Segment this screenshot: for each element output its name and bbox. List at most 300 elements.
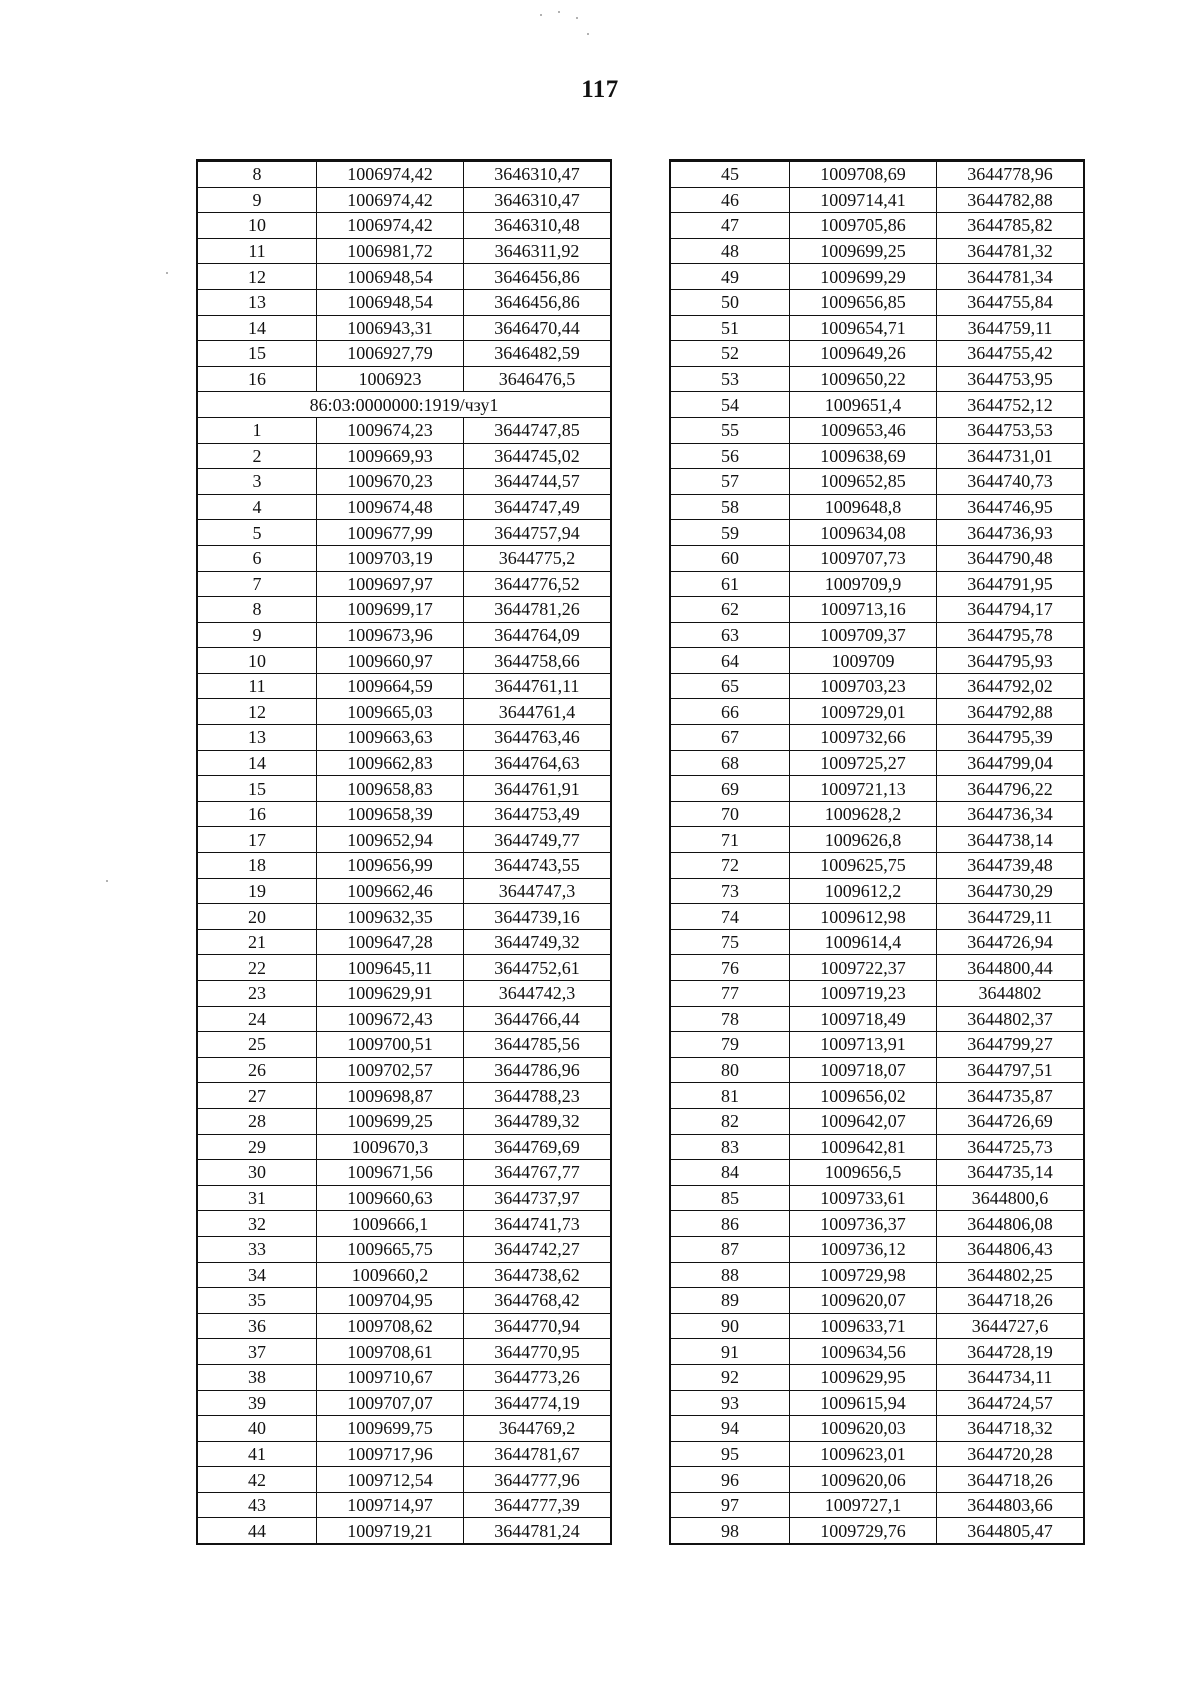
table-row xyxy=(671,520,1084,546)
y-coordinate-cell: 3644803,66 xyxy=(937,1492,1084,1518)
table-row xyxy=(198,238,611,264)
point-number-cell: 79 xyxy=(671,1032,790,1058)
point-number-cell: 37 xyxy=(198,1339,317,1365)
x-coordinate-cell: 1009708,69 xyxy=(790,161,937,187)
y-coordinate-cell: 3644769,2 xyxy=(464,1416,611,1442)
table-row xyxy=(198,1339,611,1365)
table-row xyxy=(671,1185,1084,1211)
table-row xyxy=(671,264,1084,290)
point-number-cell: 60 xyxy=(671,545,790,571)
x-coordinate-cell: 1009629,95 xyxy=(790,1364,937,1390)
y-coordinate-cell: 3644795,39 xyxy=(937,725,1084,751)
table-row xyxy=(198,1492,611,1518)
y-coordinate-cell: 3644740,73 xyxy=(937,469,1084,495)
x-coordinate-cell: 1009709,9 xyxy=(790,571,937,597)
table-row xyxy=(671,1390,1084,1416)
x-coordinate-cell: 1009719,21 xyxy=(317,1518,464,1544)
x-coordinate-cell: 1009736,12 xyxy=(790,1236,937,1262)
table-row xyxy=(198,161,611,187)
table-row xyxy=(671,392,1084,418)
y-coordinate-cell: 3644724,57 xyxy=(937,1390,1084,1416)
table-row xyxy=(198,853,611,879)
point-number-cell: 44 xyxy=(198,1518,317,1544)
y-coordinate-cell: 3644747,85 xyxy=(464,417,611,443)
table-row xyxy=(671,827,1084,853)
table-row xyxy=(198,187,611,213)
x-coordinate-cell: 1009714,97 xyxy=(317,1492,464,1518)
x-coordinate-cell: 1006981,72 xyxy=(317,238,464,264)
x-coordinate-cell: 1009709,37 xyxy=(790,622,937,648)
y-coordinate-cell: 3644735,87 xyxy=(937,1083,1084,1109)
x-coordinate-cell: 1009660,97 xyxy=(317,648,464,674)
table-row xyxy=(198,1416,611,1442)
table-row xyxy=(671,161,1084,187)
y-coordinate-cell: 3644778,96 xyxy=(937,161,1084,187)
table-row xyxy=(198,571,611,597)
x-coordinate-cell: 1009669,93 xyxy=(317,443,464,469)
table-row xyxy=(671,238,1084,264)
x-coordinate-cell: 1006927,79 xyxy=(317,341,464,367)
table-row xyxy=(671,597,1084,623)
x-coordinate-cell: 1009666,1 xyxy=(317,1211,464,1237)
x-coordinate-cell: 1009725,27 xyxy=(790,750,937,776)
point-number-cell: 11 xyxy=(198,238,317,264)
x-coordinate-cell: 1009664,59 xyxy=(317,673,464,699)
x-coordinate-cell: 1006974,42 xyxy=(317,161,464,187)
table-row xyxy=(671,1262,1084,1288)
x-coordinate-cell: 1009710,67 xyxy=(317,1364,464,1390)
x-coordinate-cell: 1009642,07 xyxy=(790,1108,937,1134)
y-coordinate-cell: 3644777,39 xyxy=(464,1492,611,1518)
table-row xyxy=(671,366,1084,392)
y-coordinate-cell: 3644738,14 xyxy=(937,827,1084,853)
x-coordinate-cell: 1009713,91 xyxy=(790,1032,937,1058)
page-number: 117 xyxy=(581,76,619,103)
point-number-cell: 46 xyxy=(671,187,790,213)
x-coordinate-cell: 1009703,23 xyxy=(790,673,937,699)
y-coordinate-cell: 3644753,95 xyxy=(937,366,1084,392)
point-number-cell: 73 xyxy=(671,878,790,904)
point-number-cell: 54 xyxy=(671,392,790,418)
x-coordinate-cell: 1009656,99 xyxy=(317,853,464,879)
y-coordinate-cell: 3644727,6 xyxy=(937,1313,1084,1339)
table-row xyxy=(671,1160,1084,1186)
x-coordinate-cell: 1009670,23 xyxy=(317,469,464,495)
y-coordinate-cell: 3644737,97 xyxy=(464,1185,611,1211)
x-coordinate-cell: 1009645,11 xyxy=(317,955,464,981)
y-coordinate-cell: 3644769,69 xyxy=(464,1134,611,1160)
point-number-cell: 93 xyxy=(671,1390,790,1416)
point-number-cell: 21 xyxy=(198,929,317,955)
table-row xyxy=(198,1160,611,1186)
point-number-cell: 43 xyxy=(198,1492,317,1518)
table-row xyxy=(198,494,611,520)
table-row xyxy=(198,1032,611,1058)
x-coordinate-cell: 1009656,85 xyxy=(790,289,937,315)
y-coordinate-cell: 3644742,27 xyxy=(464,1236,611,1262)
point-number-cell: 36 xyxy=(198,1313,317,1339)
y-coordinate-cell: 3646311,92 xyxy=(464,238,611,264)
x-coordinate-cell: 1006974,42 xyxy=(317,187,464,213)
table-row xyxy=(671,1339,1084,1365)
table-row xyxy=(671,981,1084,1007)
point-number-cell: 34 xyxy=(198,1262,317,1288)
y-coordinate-cell: 3644781,34 xyxy=(937,264,1084,290)
scan-speck xyxy=(576,17,578,19)
y-coordinate-cell: 3644796,22 xyxy=(937,776,1084,802)
table-row xyxy=(671,315,1084,341)
point-number-cell: 53 xyxy=(671,366,790,392)
x-coordinate-cell: 1009658,39 xyxy=(317,801,464,827)
table-row xyxy=(671,1467,1084,1493)
y-coordinate-cell: 3644773,26 xyxy=(464,1364,611,1390)
x-coordinate-cell: 1009634,56 xyxy=(790,1339,937,1365)
y-coordinate-cell: 3644776,52 xyxy=(464,571,611,597)
y-coordinate-cell: 3644736,93 xyxy=(937,520,1084,546)
table-row xyxy=(198,341,611,367)
y-coordinate-cell: 3644789,32 xyxy=(464,1108,611,1134)
x-coordinate-cell: 1009704,95 xyxy=(317,1288,464,1314)
y-coordinate-cell: 3644736,34 xyxy=(937,801,1084,827)
point-number-cell: 51 xyxy=(671,315,790,341)
x-coordinate-cell: 1009698,87 xyxy=(317,1083,464,1109)
y-coordinate-cell: 3646456,86 xyxy=(464,289,611,315)
y-coordinate-cell: 3644753,53 xyxy=(937,417,1084,443)
table-row xyxy=(198,289,611,315)
x-coordinate-cell: 1009671,56 xyxy=(317,1160,464,1186)
y-coordinate-cell: 3644764,09 xyxy=(464,622,611,648)
y-coordinate-cell: 3644744,57 xyxy=(464,469,611,495)
table-row xyxy=(671,1211,1084,1237)
y-coordinate-cell: 3644747,3 xyxy=(464,878,611,904)
point-number-cell: 7 xyxy=(198,571,317,597)
y-coordinate-cell: 3644753,49 xyxy=(464,801,611,827)
point-number-cell: 10 xyxy=(198,213,317,239)
point-number-cell: 42 xyxy=(198,1467,317,1493)
point-number-cell: 57 xyxy=(671,469,790,495)
table-row xyxy=(198,1108,611,1134)
x-coordinate-cell: 1009729,01 xyxy=(790,699,937,725)
y-coordinate-cell: 3644802,37 xyxy=(937,1006,1084,1032)
section-row xyxy=(198,392,611,418)
x-coordinate-cell: 1009663,63 xyxy=(317,725,464,751)
table-row xyxy=(198,597,611,623)
table-row xyxy=(198,1134,611,1160)
x-coordinate-cell: 1009674,48 xyxy=(317,494,464,520)
table-row xyxy=(198,1518,611,1544)
point-number-cell: 33 xyxy=(198,1236,317,1262)
table-row xyxy=(198,622,611,648)
y-coordinate-cell: 3644770,95 xyxy=(464,1339,611,1365)
y-coordinate-cell: 3644781,67 xyxy=(464,1441,611,1467)
y-coordinate-cell: 3644734,11 xyxy=(937,1364,1084,1390)
x-coordinate-cell: 1009662,46 xyxy=(317,878,464,904)
table-row xyxy=(198,469,611,495)
point-number-cell: 31 xyxy=(198,1185,317,1211)
y-coordinate-cell: 3644730,29 xyxy=(937,878,1084,904)
y-coordinate-cell: 3644746,95 xyxy=(937,494,1084,520)
point-number-cell: 12 xyxy=(198,699,317,725)
table-row xyxy=(198,1364,611,1390)
table-row xyxy=(671,1083,1084,1109)
table-row xyxy=(198,1390,611,1416)
point-number-cell: 95 xyxy=(671,1441,790,1467)
x-coordinate-cell: 1009702,57 xyxy=(317,1057,464,1083)
y-coordinate-cell: 3644728,19 xyxy=(937,1339,1084,1365)
y-coordinate-cell: 3644752,61 xyxy=(464,955,611,981)
y-coordinate-cell: 3644739,16 xyxy=(464,904,611,930)
y-coordinate-cell: 3644739,48 xyxy=(937,853,1084,879)
table-body-right xyxy=(671,161,1084,1544)
x-coordinate-cell: 1006948,54 xyxy=(317,264,464,290)
y-coordinate-cell: 3644768,42 xyxy=(464,1288,611,1314)
x-coordinate-cell: 1009642,81 xyxy=(790,1134,937,1160)
point-number-cell: 61 xyxy=(671,571,790,597)
y-coordinate-cell: 3644731,01 xyxy=(937,443,1084,469)
point-number-cell: 3 xyxy=(198,469,317,495)
x-coordinate-cell: 1009654,71 xyxy=(790,315,937,341)
table-row xyxy=(198,699,611,725)
x-coordinate-cell: 1009665,75 xyxy=(317,1236,464,1262)
x-coordinate-cell: 1009712,54 xyxy=(317,1467,464,1493)
x-coordinate-cell: 1006948,54 xyxy=(317,289,464,315)
y-coordinate-cell: 3644799,27 xyxy=(937,1032,1084,1058)
x-coordinate-cell: 1009634,08 xyxy=(790,520,937,546)
x-coordinate-cell: 1009647,28 xyxy=(317,929,464,955)
point-number-cell: 65 xyxy=(671,673,790,699)
y-coordinate-cell: 3644802,25 xyxy=(937,1262,1084,1288)
point-number-cell: 66 xyxy=(671,699,790,725)
point-number-cell: 4 xyxy=(198,494,317,520)
table-row xyxy=(671,622,1084,648)
x-coordinate-cell: 1009719,23 xyxy=(790,981,937,1007)
x-coordinate-cell: 1009673,96 xyxy=(317,622,464,648)
table-row xyxy=(198,955,611,981)
point-number-cell: 10 xyxy=(198,648,317,674)
point-number-cell: 71 xyxy=(671,827,790,853)
point-number-cell: 5 xyxy=(198,520,317,546)
y-coordinate-cell: 3646310,47 xyxy=(464,187,611,213)
x-coordinate-cell: 1009638,69 xyxy=(790,443,937,469)
table-row xyxy=(671,801,1084,827)
point-number-cell: 32 xyxy=(198,1211,317,1237)
x-coordinate-cell: 1009614,4 xyxy=(790,929,937,955)
point-number-cell: 15 xyxy=(198,341,317,367)
table-row xyxy=(198,904,611,930)
y-coordinate-cell: 3646310,48 xyxy=(464,213,611,239)
x-coordinate-cell: 1006923 xyxy=(317,366,464,392)
table-row xyxy=(671,750,1084,776)
table-row xyxy=(671,904,1084,930)
y-coordinate-cell: 3644747,49 xyxy=(464,494,611,520)
table-row xyxy=(198,1211,611,1237)
x-coordinate-cell: 1009648,8 xyxy=(790,494,937,520)
y-coordinate-cell: 3644805,47 xyxy=(937,1518,1084,1544)
point-number-cell: 30 xyxy=(198,1160,317,1186)
y-coordinate-cell: 3644791,95 xyxy=(937,571,1084,597)
y-coordinate-cell: 3644799,04 xyxy=(937,750,1084,776)
y-coordinate-cell: 3644738,62 xyxy=(464,1262,611,1288)
x-coordinate-cell: 1009650,22 xyxy=(790,366,937,392)
point-number-cell: 94 xyxy=(671,1416,790,1442)
point-number-cell: 40 xyxy=(198,1416,317,1442)
table-row xyxy=(671,1518,1084,1544)
y-coordinate-cell: 3644749,32 xyxy=(464,929,611,955)
table-row xyxy=(671,853,1084,879)
point-number-cell: 63 xyxy=(671,622,790,648)
x-coordinate-cell: 1009649,26 xyxy=(790,341,937,367)
y-coordinate-cell: 3644729,11 xyxy=(937,904,1084,930)
y-coordinate-cell: 3644749,77 xyxy=(464,827,611,853)
x-coordinate-cell: 1009729,98 xyxy=(790,1262,937,1288)
point-number-cell: 85 xyxy=(671,1185,790,1211)
table-row xyxy=(671,187,1084,213)
point-number-cell: 8 xyxy=(198,161,317,187)
table-row xyxy=(198,213,611,239)
point-number-cell: 74 xyxy=(671,904,790,930)
y-coordinate-cell: 3646310,47 xyxy=(464,161,611,187)
table-row xyxy=(671,1032,1084,1058)
y-coordinate-cell: 3644757,94 xyxy=(464,520,611,546)
x-coordinate-cell: 1009620,07 xyxy=(790,1288,937,1314)
scan-speck xyxy=(540,14,542,16)
point-number-cell: 88 xyxy=(671,1262,790,1288)
y-coordinate-cell: 3644725,73 xyxy=(937,1134,1084,1160)
table-row xyxy=(671,878,1084,904)
x-coordinate-cell: 1009732,66 xyxy=(790,725,937,751)
point-number-cell: 82 xyxy=(671,1108,790,1134)
x-coordinate-cell: 1009729,76 xyxy=(790,1518,937,1544)
table-row xyxy=(671,469,1084,495)
table-row xyxy=(671,417,1084,443)
x-coordinate-cell: 1009699,75 xyxy=(317,1416,464,1442)
table-row xyxy=(198,1006,611,1032)
x-coordinate-cell: 1009612,98 xyxy=(790,904,937,930)
x-coordinate-cell: 1009660,2 xyxy=(317,1262,464,1288)
point-number-cell: 56 xyxy=(671,443,790,469)
point-number-cell: 67 xyxy=(671,725,790,751)
point-number-cell: 28 xyxy=(198,1108,317,1134)
y-coordinate-cell: 3644764,63 xyxy=(464,750,611,776)
y-coordinate-cell: 3644782,88 xyxy=(937,187,1084,213)
y-coordinate-cell: 3644806,08 xyxy=(937,1211,1084,1237)
y-coordinate-cell: 3644720,28 xyxy=(937,1441,1084,1467)
table-row xyxy=(671,699,1084,725)
x-coordinate-cell: 1009623,01 xyxy=(790,1441,937,1467)
point-number-cell: 97 xyxy=(671,1492,790,1518)
point-number-cell: 12 xyxy=(198,264,317,290)
table-row xyxy=(198,264,611,290)
x-coordinate-cell: 1009703,19 xyxy=(317,545,464,571)
table-row xyxy=(198,1467,611,1493)
point-number-cell: 48 xyxy=(671,238,790,264)
table-row xyxy=(198,878,611,904)
x-coordinate-cell: 1009727,1 xyxy=(790,1492,937,1518)
table-row xyxy=(198,1057,611,1083)
x-coordinate-cell: 1009674,23 xyxy=(317,417,464,443)
y-coordinate-cell: 3644806,43 xyxy=(937,1236,1084,1262)
point-number-cell: 29 xyxy=(198,1134,317,1160)
y-coordinate-cell: 3644800,6 xyxy=(937,1185,1084,1211)
y-coordinate-cell: 3644741,73 xyxy=(464,1211,611,1237)
x-coordinate-cell: 1009697,97 xyxy=(317,571,464,597)
table-row xyxy=(198,750,611,776)
table-row xyxy=(198,1262,611,1288)
y-coordinate-cell: 3644797,51 xyxy=(937,1057,1084,1083)
y-coordinate-cell: 3644785,82 xyxy=(937,213,1084,239)
table-row xyxy=(198,315,611,341)
y-coordinate-cell: 3644775,2 xyxy=(464,545,611,571)
table-row xyxy=(198,520,611,546)
y-coordinate-cell: 3644755,84 xyxy=(937,289,1084,315)
table-row xyxy=(671,1364,1084,1390)
y-coordinate-cell: 3644745,02 xyxy=(464,443,611,469)
y-coordinate-cell: 3644752,12 xyxy=(937,392,1084,418)
point-number-cell: 81 xyxy=(671,1083,790,1109)
scan-speck xyxy=(587,33,589,35)
x-coordinate-cell: 1009707,07 xyxy=(317,1390,464,1416)
x-coordinate-cell: 1009713,16 xyxy=(790,597,937,623)
x-coordinate-cell: 1009699,25 xyxy=(790,238,937,264)
x-coordinate-cell: 1009672,43 xyxy=(317,1006,464,1032)
y-coordinate-cell: 3644718,26 xyxy=(937,1288,1084,1314)
x-coordinate-cell: 1009625,75 xyxy=(790,853,937,879)
coordinates-table-right xyxy=(670,160,1084,1544)
y-coordinate-cell: 3644781,26 xyxy=(464,597,611,623)
table-row xyxy=(671,341,1084,367)
x-coordinate-cell: 1009662,83 xyxy=(317,750,464,776)
y-coordinate-cell: 3644795,93 xyxy=(937,648,1084,674)
point-number-cell: 13 xyxy=(198,725,317,751)
table-row xyxy=(671,1492,1084,1518)
point-number-cell: 18 xyxy=(198,853,317,879)
x-coordinate-cell: 1009699,29 xyxy=(790,264,937,290)
x-coordinate-cell: 1009717,96 xyxy=(317,1441,464,1467)
table-row xyxy=(198,981,611,1007)
point-number-cell: 45 xyxy=(671,161,790,187)
x-coordinate-cell: 1009656,02 xyxy=(790,1083,937,1109)
table-row xyxy=(198,929,611,955)
x-coordinate-cell: 1009705,86 xyxy=(790,213,937,239)
point-number-cell: 70 xyxy=(671,801,790,827)
y-coordinate-cell: 3644742,3 xyxy=(464,981,611,1007)
y-coordinate-cell: 3646482,59 xyxy=(464,341,611,367)
table-row xyxy=(671,571,1084,597)
y-coordinate-cell: 3644718,26 xyxy=(937,1467,1084,1493)
x-coordinate-cell: 1009707,73 xyxy=(790,545,937,571)
point-number-cell: 98 xyxy=(671,1518,790,1544)
table-row xyxy=(198,1236,611,1262)
y-coordinate-cell: 3644794,17 xyxy=(937,597,1084,623)
x-coordinate-cell: 1009658,83 xyxy=(317,776,464,802)
x-coordinate-cell: 1006974,42 xyxy=(317,213,464,239)
table-row xyxy=(198,1185,611,1211)
point-number-cell: 8 xyxy=(198,597,317,623)
x-coordinate-cell: 1009632,35 xyxy=(317,904,464,930)
x-coordinate-cell: 1009652,85 xyxy=(790,469,937,495)
y-coordinate-cell: 3644759,11 xyxy=(937,315,1084,341)
point-number-cell: 89 xyxy=(671,1288,790,1314)
table-row xyxy=(671,725,1084,751)
point-number-cell: 69 xyxy=(671,776,790,802)
x-coordinate-cell: 1009708,62 xyxy=(317,1313,464,1339)
x-coordinate-cell: 1009629,91 xyxy=(317,981,464,1007)
table-row xyxy=(671,1006,1084,1032)
table-row xyxy=(671,545,1084,571)
y-coordinate-cell: 3644766,44 xyxy=(464,1006,611,1032)
y-coordinate-cell: 3644792,88 xyxy=(937,699,1084,725)
point-number-cell: 55 xyxy=(671,417,790,443)
